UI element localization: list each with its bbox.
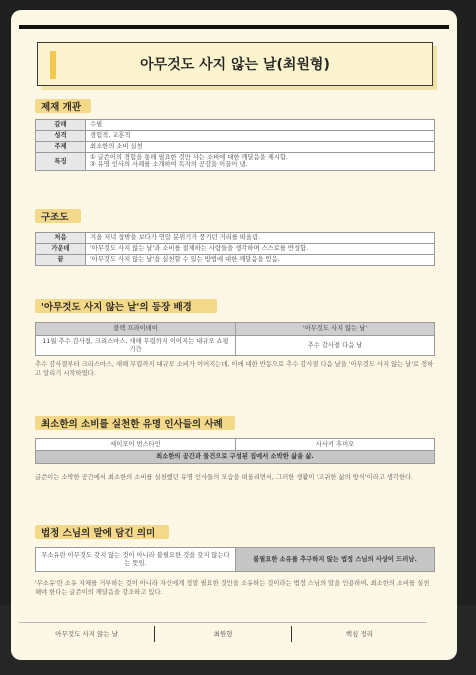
table-row bbox=[36, 120, 435, 131]
background-paragraph: 추수 감사절부터 크리스마스, 새해 무렵까지 대규모 소비가 이어지는데, 이에 대한 반동으로 추수 감사절 다음 날을 '아무것도 사지 않는 날'로 정하고 알리기 시작하였다. bbox=[35, 361, 434, 378]
footer-author: 최원형 bbox=[213, 630, 233, 638]
feature-line: ② 유명 인사의 사례를 소개하여 독자의 공감을 이끌어 냄. bbox=[90, 161, 248, 169]
table-cell: 추수 감사절 다음 날 bbox=[236, 336, 435, 356]
table-cell: 11월 추수 감사절, 크리스마스, 새해 무렵까지 이어지는 대규모 쇼핑 기간 bbox=[36, 336, 236, 356]
table-row bbox=[36, 254, 435, 265]
row-value: 최소한의 소비 실천 bbox=[86, 141, 435, 152]
table-row bbox=[36, 141, 435, 152]
structure-table bbox=[35, 232, 435, 266]
footer-label: 핵심 정리 bbox=[345, 630, 373, 638]
row-key: 주제 bbox=[36, 141, 86, 152]
cases-summary: 최소한의 공간과 물건으로 구성된 집에서 소박한 삶을 삶. bbox=[36, 451, 435, 464]
section-heading-cases: 최소한의 소비를 실천한 유명 인사들의 사례 bbox=[35, 413, 223, 433]
row-key: 끝 bbox=[36, 254, 86, 265]
table-row bbox=[36, 152, 435, 171]
table-row bbox=[36, 323, 435, 336]
table-row bbox=[36, 233, 435, 244]
section-heading-background: '아무것도 사지 않는 날'의 등장 배경 bbox=[35, 296, 192, 316]
table-row bbox=[36, 548, 435, 572]
title-banner bbox=[37, 42, 433, 86]
row-value: 수필 bbox=[86, 120, 435, 131]
footer-bar bbox=[19, 622, 427, 644]
row-value bbox=[86, 152, 435, 171]
cases-paragraph: 글쓴이는 소박한 공간에서 최소한의 소비를 실천했던 유명 인사들의 모습을 떠올리면서, 그러한 생활이 '고귀한 삶의 방식'이라고 생각한다. bbox=[35, 474, 414, 481]
footer-work-title: 아무것도 사지 않는 날 bbox=[55, 630, 119, 638]
section-heading-monk: 법정 스님의 말에 담긴 의미 bbox=[35, 522, 155, 542]
banner-accent bbox=[50, 51, 56, 79]
background-table bbox=[35, 322, 435, 356]
row-value: 경험적, 교훈적 bbox=[86, 130, 435, 141]
table-row bbox=[36, 451, 435, 464]
table-cell: 무소유란 아무것도 갖지 않는 것이 아니라 불필요한 것을 갖지 않는다는 뜻임. bbox=[36, 548, 236, 572]
table-row bbox=[36, 439, 435, 451]
row-value: 겨울 저녁 창밖을 보다가 연말 분위기가 풍기던 거리를 떠올림. bbox=[86, 233, 435, 244]
row-key: 성격 bbox=[36, 130, 86, 141]
table-row bbox=[36, 336, 435, 356]
column-header: '아무것도 사지 않는 날' bbox=[236, 323, 435, 336]
cases-table bbox=[35, 438, 435, 464]
feature-line: ① 글쓴이의 경험을 통해 필요한 것만 사는 소비에 대한 깨달음을 제시함. bbox=[90, 153, 288, 161]
monk-paragraph: '무소유'란 소유 자체를 거부하는 것이 아니라 자신에게 정말 필요한 것만을 소유하는 것이라는 법정 스님의 말을 인용하여, 최소한의 소비를 실천해야 한다는 글쓴이의 깨달음을 강조하고 있다. bbox=[35, 580, 430, 597]
study-sheet bbox=[11, 10, 457, 660]
page-title: 아무것도 사지 않는 날(최원형) bbox=[140, 57, 330, 73]
section-heading-structure: 구조도 bbox=[35, 206, 69, 226]
row-value: '아무것도 사지 않는 날'과 소비를 절제하는 사람들을 생각하며 스스로를 반성함. bbox=[86, 243, 435, 254]
table-row bbox=[36, 243, 435, 254]
person-name: 사사키 후미오 bbox=[236, 439, 435, 451]
person-name: 세이모어 번스타인 bbox=[36, 439, 236, 451]
overview-table bbox=[35, 119, 435, 171]
table-row bbox=[36, 130, 435, 141]
row-key: 갈래 bbox=[36, 120, 86, 131]
row-key: 가운데 bbox=[36, 243, 86, 254]
row-key: 특징 bbox=[36, 152, 86, 171]
section-heading-overview: 제재 개관 bbox=[35, 96, 81, 116]
row-key: 처음 bbox=[36, 233, 86, 244]
top-rule bbox=[19, 25, 449, 29]
table-cell: 불필요한 소유를 추구하지 않는 법정 스님의 사상이 드러남. bbox=[236, 548, 435, 572]
row-value: '아무것도 사지 않는 날'을 실천할 수 있는 방법에 대한 깨달음을 얻음. bbox=[86, 254, 435, 265]
monk-table bbox=[35, 547, 435, 572]
column-header: 블랙 프라이데이 bbox=[36, 323, 236, 336]
